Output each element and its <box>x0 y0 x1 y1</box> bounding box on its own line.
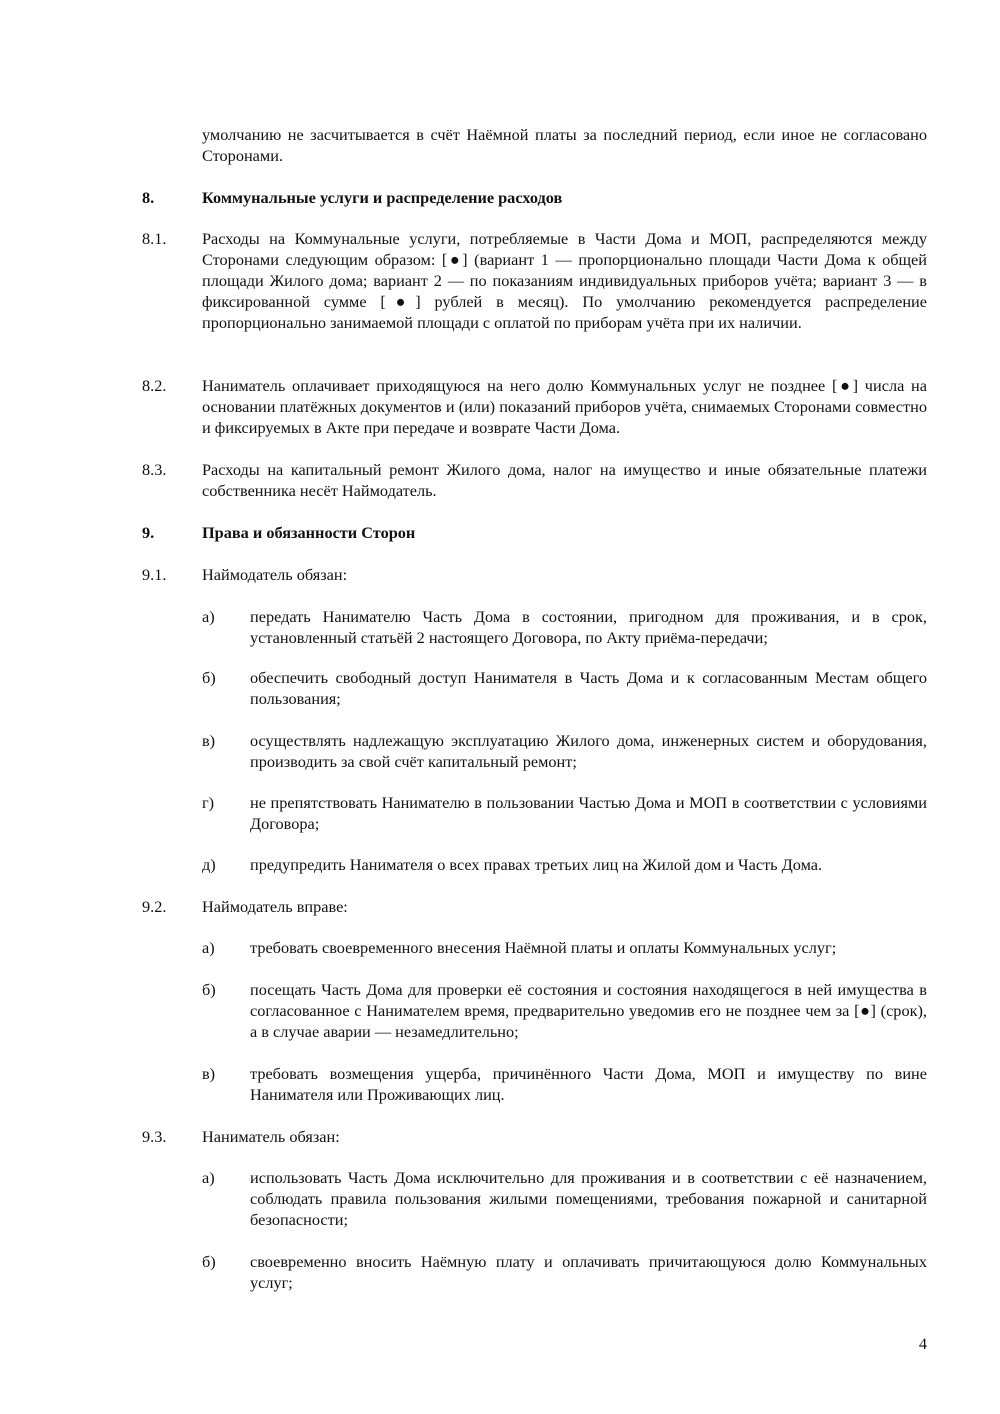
list-item-label: б) <box>202 1252 216 1271</box>
list-item-label: д) <box>202 855 216 874</box>
list-item-label: в) <box>202 1064 216 1083</box>
list-item-label: в) <box>202 731 216 750</box>
section-number: 9. <box>142 523 155 542</box>
list-item-text: передать Нанимателю Часть Дома в состоянии, пригодном для проживания, и в срок, установленный статьёй 2 настоящего Договора, по Акту приёма-передачи; <box>250 607 927 647</box>
section-title: Права и обязанности Сторон <box>202 523 416 542</box>
list-item-label: г) <box>202 793 215 812</box>
list-item-label: а) <box>202 607 215 626</box>
clause-number: 9.3. <box>142 1127 167 1146</box>
clause-number: 9.2. <box>142 897 167 916</box>
paragraph-text: умолчанию не засчитывается в счёт Наёмной платы за последний период, если иное не согласовано Сторонами. <box>202 125 927 165</box>
clause-text: Расходы на капитальный ремонт Жилого дома, налог на имущество и иные обязательные платежи собственника несёт Наймодатель. <box>202 460 927 500</box>
list-item-text: обеспечить свободный доступ Нанимателя в Часть Дома и к согласованным Местам общего пользования; <box>250 668 927 708</box>
clause-text: Наниматель оплачивает приходящуюся на него долю Коммунальных услуг не позднее [●] числа на основании платёжных документов и (или) показаний приборов учёта, снимаемых Сторонами совместно и фиксируемых в Акте при передаче и возврате Части Дома. <box>202 376 927 437</box>
list-item-text: не препятствовать Нанимателю в пользовании Частью Дома и МОП в соответствии с условиями Договора; <box>250 793 927 833</box>
list-item-text: предупредить Нанимателя о всех правах третьих лиц на Жилой дом и Часть Дома. <box>250 855 823 874</box>
page-number: 4 <box>918 1334 927 1353</box>
clause-text: Расходы на Коммунальные услуги, потребляемые в Части Дома и МОП, распределяются между Сторонами следующим образом: [●] (вариант 1 — пропорционально площади Части Дома к общей площади Жилого дома; вариант 2 — по показаниям индивидуальных приборов учёта; вариант 3 — в фиксированной сумме [●] рублей в месяц). По умолчанию рекомендуется распределение пропорционально занимаемой площади с оплатой по приборам учёта при их наличии. <box>202 229 927 332</box>
clause-number: 8.3. <box>142 460 167 479</box>
clause-text: Наймодатель вправе: <box>202 897 348 916</box>
list-item-text: использовать Часть Дома исключительно для проживания и в соответствии с её назначением, соблюдать правила пользования жилыми помещениями, требования пожарной и санитарной безопасности; <box>250 1168 927 1229</box>
list-item-label: а) <box>202 938 215 957</box>
list-item-label: б) <box>202 980 216 999</box>
section-title: Коммунальные услуги и распределение расходов <box>202 188 563 207</box>
clause-text: Наниматель обязан: <box>202 1127 340 1146</box>
list-item-label: б) <box>202 668 216 687</box>
section-number: 8. <box>142 188 155 207</box>
list-item-text: осуществлять надлежащую эксплуатацию Жилого дома, инженерных систем и оборудования, производить за свой счёт капитальный ремонт; <box>250 731 927 771</box>
list-item-text: требовать возмещения ущерба, причинённого Части Дома, МОП и имуществу по вине Нанимателя или Проживающих лиц. <box>250 1064 927 1104</box>
clause-text: Наймодатель обязан: <box>202 565 348 584</box>
clause-number: 9.1. <box>142 565 167 584</box>
list-item-text: своевременно вносить Наёмную плату и оплачивать причитающуюся долю Коммунальных услуг; <box>250 1252 927 1292</box>
list-item-text: требовать своевременного внесения Наёмной платы и оплаты Коммунальных услуг; <box>250 938 837 957</box>
clause-number: 8.2. <box>142 376 167 395</box>
list-item-label: а) <box>202 1168 215 1187</box>
list-item-text: посещать Часть Дома для проверки её состояния и состояния находящегося в ней имущества в согласованное с Нанимателем время, предварительно уведомив его не позднее чем за [●] (срок), а в случае аварии — незамедлительно; <box>250 980 927 1041</box>
clause-number: 8.1. <box>142 229 167 248</box>
